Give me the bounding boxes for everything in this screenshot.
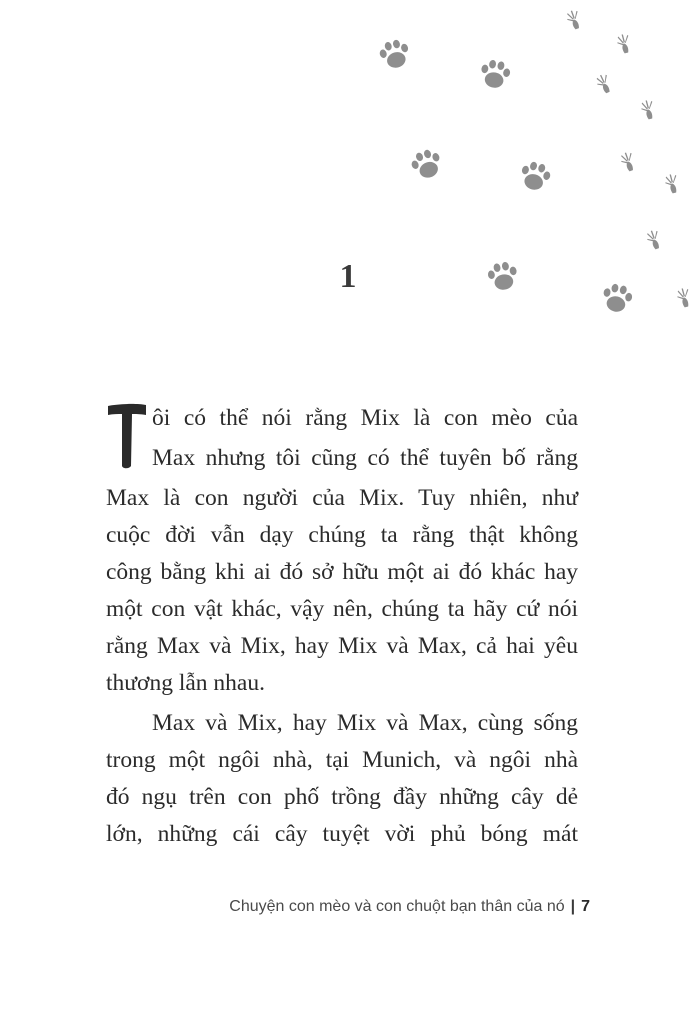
chapter-number: 1 bbox=[339, 258, 357, 295]
paragraph-line: công bằng khi ai đó sở hữu một ai đó khác hay bbox=[106, 559, 578, 585]
mouse-paw-print-icon bbox=[616, 148, 641, 177]
paragraph-line: lớn, những cái cây tuyệt vời phủ bóng mát bbox=[106, 821, 578, 847]
mouse-paw-print-icon bbox=[637, 96, 661, 124]
mouse-paw-print-icon bbox=[592, 69, 618, 98]
mouse-paw-print-icon bbox=[562, 6, 587, 35]
paragraph-line: rằng Max và Mix, hay Mix và Max, cả hai yêu bbox=[106, 633, 578, 659]
paragraph-line: Max là con người của Mix. Tuy nhiên, như bbox=[106, 485, 578, 511]
cat-paw-print-icon bbox=[405, 143, 449, 187]
cat-paw-print-icon bbox=[475, 55, 514, 94]
cat-paw-print-icon bbox=[514, 156, 556, 198]
paragraph-line: thương lẫn nhau. bbox=[106, 670, 265, 696]
drop-cap bbox=[106, 402, 148, 470]
paragraph-line: Max và Mix, hay Mix và Max, cùng sống bbox=[152, 710, 578, 736]
running-title: Chuyện con mèo và con chuột bạn thân của nó bbox=[229, 898, 565, 915]
cat-paw-print-icon bbox=[374, 34, 416, 76]
paragraph-line: một con vật khác, vậy nên, chúng ta hãy cứ nói bbox=[106, 596, 578, 622]
page-number: 7 bbox=[581, 898, 590, 915]
mouse-paw-print-icon bbox=[661, 170, 685, 198]
paragraph-line: ôi có thể nói rằng Mix là con mèo của bbox=[152, 405, 578, 431]
paragraph-line: đó ngụ trên con phố trồng đầy những cây dẻ bbox=[106, 784, 578, 810]
mouse-paw-print-icon bbox=[613, 30, 637, 58]
paragraph-line: cuộc đời vẫn dạy chúng ta rằng thật không bbox=[106, 522, 578, 548]
paragraph-line: trong một ngôi nhà, tại Munich, và ngôi nhà bbox=[106, 747, 578, 773]
footer-separator: | bbox=[570, 898, 576, 915]
svg-text:T: T bbox=[106, 402, 107, 403]
page-footer bbox=[0, 898, 590, 916]
paragraph-line: Max nhưng tôi cũng có thể tuyên bố rằng bbox=[152, 445, 578, 471]
mouse-paw-print-icon bbox=[642, 226, 667, 255]
